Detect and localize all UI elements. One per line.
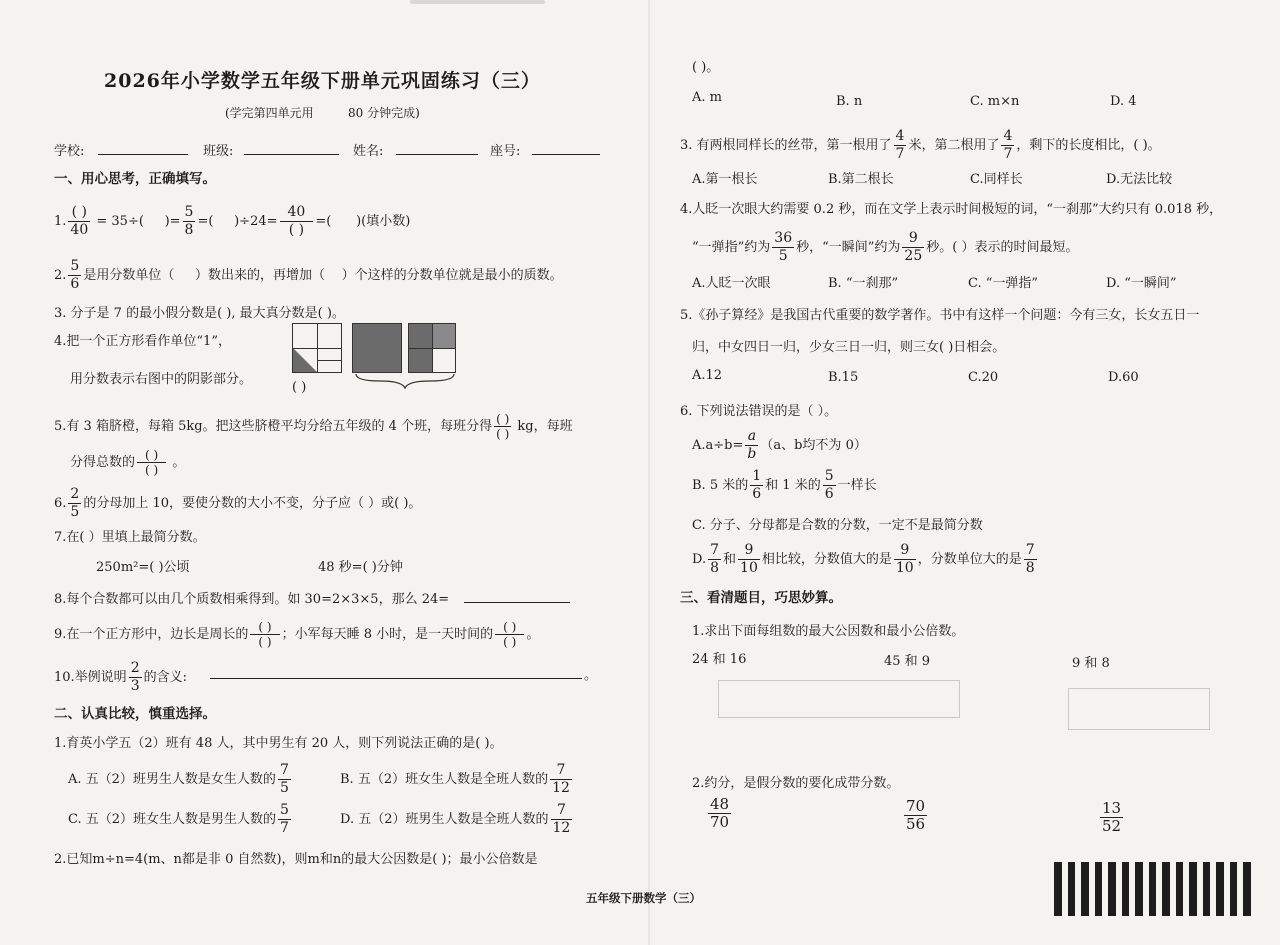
frac-den: 5 (70, 504, 80, 520)
q2-4-option-a[interactable]: A.人眨一次眼 (692, 276, 771, 291)
page-footer: 五年级下册数学（三） (586, 891, 701, 905)
frac-num: 5 (184, 204, 194, 220)
q8-answer-line[interactable] (464, 588, 570, 603)
frac-num: 1 (752, 468, 762, 484)
frac-num: 7 (551, 802, 573, 820)
q-text: )(填小数) (356, 214, 411, 229)
frac-den: 10 (740, 560, 758, 576)
question-1-8: 8.每个合数都可以由几个质数相乘得到。如 30=2×3×5，那么 24= (54, 592, 450, 607)
q-text: 。 (172, 455, 186, 470)
frac-den: b (747, 446, 757, 462)
q-text: )÷24= (234, 214, 278, 229)
frac-den: 40 (70, 222, 89, 238)
q-text: 的分母加上 10，要使分数的大小不变，分子应（ ）或( )。 (83, 496, 422, 511)
q2-1-option-d[interactable] (340, 802, 574, 837)
frac-den: 5 (279, 780, 289, 796)
option-text: （a、b均不为 0） (760, 438, 867, 453)
frac-num: 7 (550, 762, 572, 780)
q2-1-option-a[interactable] (68, 762, 293, 797)
q-text: 。 (526, 627, 540, 642)
question-1-5-a (54, 412, 573, 441)
class-field[interactable] (244, 140, 339, 155)
option-text: C. 五（2）班女生人数是男生人数的 (68, 812, 277, 827)
q2-2-option-c[interactable]: C. m×n (970, 94, 1020, 109)
frac-den: 8 (184, 222, 194, 238)
frac-num: 48 (710, 795, 730, 813)
question-1-4-line2: 用分数表示右图中的阴影部分。 (70, 372, 253, 387)
q2-3-option-c[interactable]: C.同样长 (970, 172, 1023, 187)
question-1-5-b (70, 448, 185, 477)
frac-den: 6 (70, 276, 80, 292)
subtitle-time: 80 分钟完成) (348, 106, 420, 120)
frac-num: 9 (738, 542, 760, 560)
info-name-label: 姓名: (353, 144, 384, 159)
q2-6-option-b[interactable] (692, 468, 877, 503)
question-2-2-cont: ( )。 (692, 60, 720, 75)
question-1-7-b: 48 秒=( )分钟 (318, 560, 403, 575)
frac-num: a (745, 428, 758, 446)
work-box-2[interactable] (1068, 688, 1210, 730)
frac-num: ( ) (137, 448, 166, 463)
q2-1-option-b[interactable] (340, 762, 574, 797)
question-2-3 (680, 128, 1161, 163)
frac-num: 40 (280, 204, 314, 222)
q10-answer-line[interactable] (210, 664, 582, 679)
frac-den: 8 (710, 560, 720, 576)
option-text: ，分数单位大的是 (917, 552, 1022, 567)
question-1-7-a: 250m²=( )公顷 (96, 560, 190, 575)
frac-num: 5 (824, 468, 834, 484)
frac-den: 25 (904, 248, 923, 264)
section-1-heading: 一、用心思考，正确填写。 (54, 171, 216, 187)
frac-den: ( ) (288, 222, 305, 238)
question-1-4-line1: 4.把一个正方形看作单位“1”， (54, 334, 231, 349)
frac-den: 7 (895, 146, 905, 162)
q2-4-option-d[interactable]: D. “一瞬间” (1106, 276, 1177, 291)
q-text: 9.在一个正方形中，边长是周长的 (54, 627, 249, 642)
square-figure-1 (292, 323, 342, 373)
q2-2-option-a[interactable]: A. m (692, 90, 722, 105)
q2-4-option-b[interactable]: B. “一刹那” (828, 276, 899, 291)
q-text: =( (315, 214, 332, 229)
frac-num: 7 (710, 542, 720, 558)
question-1-3: 3. 分子是 7 的最小假分数是( ), 最大真分数是( )。 (54, 306, 345, 321)
question-2-6: 6. 下列说法错误的是（ ）。 (680, 404, 838, 419)
q2-3-option-a[interactable]: A.第一根长 (692, 172, 758, 187)
question-2-5-b: 归，中女四日一归，少女三日一归，则三女( )日相会。 (692, 340, 1006, 355)
option-text: A.a÷b= (692, 438, 744, 453)
reduce-frac-2 (902, 798, 929, 833)
info-school-label: 学校: (54, 144, 85, 159)
q-text: ，剩下的长度相比，( )。 (1016, 138, 1161, 153)
q2-5-option-b[interactable]: B.15 (828, 370, 859, 385)
pair-1: 24 和 16 (692, 652, 747, 667)
frac-num: 2 (130, 660, 140, 676)
seat-field[interactable] (532, 140, 600, 155)
q2-2-option-d[interactable]: D. 4 (1110, 94, 1137, 109)
frac-num: 9 (902, 230, 924, 248)
frac-den: 8 (1025, 560, 1035, 576)
question-2-4-b (692, 230, 1078, 265)
q2-6-option-a[interactable] (692, 428, 867, 463)
q-number: 6. (54, 496, 67, 511)
frac-num: ( ) (68, 204, 90, 222)
info-class-label: 班级: (203, 144, 234, 159)
question-1-9 (54, 620, 539, 649)
info-seat-label: 座号: (490, 144, 521, 159)
q-text: kg，每班 (517, 419, 573, 434)
frac-num: 9 (894, 542, 916, 560)
frac-num: ( ) (495, 620, 524, 635)
q-text: 3. 有两根同样长的丝带，第一根用了 (680, 138, 892, 153)
work-box-1[interactable] (718, 680, 960, 718)
option-text: 相比较，分数值大的是 (761, 552, 892, 567)
frac-num: 5 (70, 258, 80, 274)
figure-answer-paren: ( ) (292, 380, 307, 395)
frac-den: 6 (824, 486, 834, 502)
frac-den: 7 (1003, 146, 1013, 162)
frac-den: 12 (552, 780, 570, 796)
pair-2: 45 和 9 (884, 654, 931, 669)
q-text: ）个这样的分数单位就是最小的质数。 (341, 268, 563, 283)
shaded-triangle (293, 348, 317, 372)
frac-num: 70 (906, 797, 926, 815)
option-text: A. 五（2）班男生人数是女生人数的 (68, 772, 276, 787)
q-number: 2. (54, 268, 67, 283)
pair-3: 9 和 8 (1072, 656, 1110, 671)
frac-num: 4 (1003, 128, 1013, 144)
option-text: 和 (723, 552, 737, 567)
q2-1-option-c[interactable] (68, 802, 293, 837)
frac-den: 3 (130, 678, 140, 694)
q-text: ；小军每天睡 8 小时，是一天时间的 (281, 627, 494, 642)
frac-den: 70 (710, 813, 730, 831)
question-2-2: 2.已知m÷n=4(m、n都是非 0 自然数)，则m和n的最大公因数是( )；最小公倍数是 (54, 852, 538, 867)
option-text: D. 五（2）班男生人数是全班人数的 (340, 812, 549, 827)
frac-den: ( ) (145, 463, 159, 477)
q2-5-option-c[interactable]: C.20 (968, 370, 999, 385)
q-text: 分得总数的 (70, 455, 136, 470)
page-fold (648, 0, 650, 945)
section-3-heading: 三、看清题目，巧思妙算。 (680, 590, 842, 606)
option-text: B. 五（2）班女生人数是全班人数的 (340, 772, 549, 787)
frac-den: 12 (552, 820, 571, 836)
square-figure-3 (408, 323, 456, 373)
question-1-10 (54, 660, 187, 695)
question-2-4-a: 4.人眨一次眼大约需要 0.2 秒，而在文学上表示时间极短的词，“一刹那”大约只有 0.018 秒， (680, 202, 1223, 217)
question-1-2 (54, 258, 563, 293)
square-figure-2 (352, 323, 402, 373)
q-text: 秒，“一瞬间”约为 (796, 240, 901, 255)
frac-den: 10 (895, 560, 914, 576)
frac-num: 7 (279, 762, 289, 778)
reduce-frac-1 (706, 796, 733, 831)
q-text: 10.举例说明 (54, 670, 127, 685)
q2-6-option-c[interactable]: C. 分子、分母都是合数的分数，一定不是最简分数 (692, 518, 983, 533)
q2-2-option-b[interactable]: B. n (836, 94, 863, 109)
q2-4-option-c[interactable]: C. “一弹指” (968, 276, 1039, 291)
scan-mark (410, 0, 545, 4)
q-text: “一弹指”约为 (692, 240, 771, 255)
q-text: 是用分数单位（ (83, 268, 175, 283)
q-text: = 35÷( (96, 214, 144, 229)
q-text: 5.有 3 箱脐橙，每箱 5kg。把这些脐橙平均分给五年级的 4 个班，每班分得 (54, 419, 493, 434)
frac-den: ( ) (496, 427, 510, 441)
question-3-2: 2.约分，是假分数的要化成带分数。 (692, 776, 900, 791)
q-text: ）数出来的，再增加（ (195, 268, 326, 283)
frac-num: 5 (280, 802, 289, 818)
q-text: 的含义: (143, 670, 187, 685)
q2-3-option-d[interactable]: D.无法比较 (1106, 172, 1173, 187)
option-text: 和 1 米的 (765, 478, 821, 493)
frac-den: ( ) (503, 635, 517, 649)
q-text: 米，第二根用了 (908, 138, 1000, 153)
q2-6-option-d[interactable] (692, 542, 1039, 577)
q2-3-option-b[interactable]: B.第二根长 (828, 172, 894, 187)
frac-den: 52 (1102, 817, 1122, 835)
frac-num: 36 (774, 230, 793, 246)
frac-num: ( ) (250, 620, 279, 635)
q2-5-option-a[interactable]: A.12 (692, 368, 723, 383)
q2-5-option-d[interactable]: D.60 (1108, 370, 1139, 385)
school-field[interactable] (98, 140, 188, 155)
question-1-7: 7.在( ）里填上最简分数。 (54, 530, 206, 545)
frac-den: 56 (906, 815, 926, 833)
question-3-1: 1.求出下面每组数的最大公因数和最小公倍数。 (692, 624, 965, 639)
question-2-1: 1.育英小学五（2）班有 48 人，其中男生有 20 人，则下列说法正确的是( )。 (54, 736, 503, 751)
frac-den: 6 (752, 486, 762, 502)
q10-end: 。 (584, 668, 598, 683)
brace-icon (354, 372, 456, 390)
frac-den: ( ) (258, 635, 272, 649)
q-number: 1. (54, 214, 67, 229)
question-1-6 (54, 486, 421, 521)
name-field[interactable] (396, 140, 478, 155)
q-text: 秒。( ）表示的时间最短。 (926, 240, 1079, 255)
q-text: =( (197, 214, 214, 229)
frac-num: 7 (1025, 542, 1035, 558)
question-2-5-a: 5.《孙子算经》是我国古代重要的数学著作。书中有这样一个问题：今有三女，长女五日一 (680, 308, 1200, 323)
frac-num: ( ) (496, 412, 510, 426)
reduce-frac-3 (1098, 800, 1125, 835)
option-text: D. (692, 552, 707, 567)
frac-num: 2 (70, 486, 80, 502)
exam-title: 2026年小学数学五年级下册单元巩固练习（三） (104, 70, 541, 92)
subtitle-use: (学完第四单元用 (225, 106, 314, 120)
option-text: 一样长 (837, 478, 877, 493)
frac-num: 4 (895, 128, 905, 144)
frac-num: 13 (1102, 799, 1122, 817)
frac-den: 5 (778, 248, 788, 264)
frac-den: 7 (280, 820, 289, 836)
option-text: B. 5 米的 (692, 478, 749, 493)
q-text: )= (164, 214, 181, 229)
section-2-heading: 二、认真比较，慎重选择。 (54, 706, 216, 722)
question-1-1 (54, 204, 410, 239)
